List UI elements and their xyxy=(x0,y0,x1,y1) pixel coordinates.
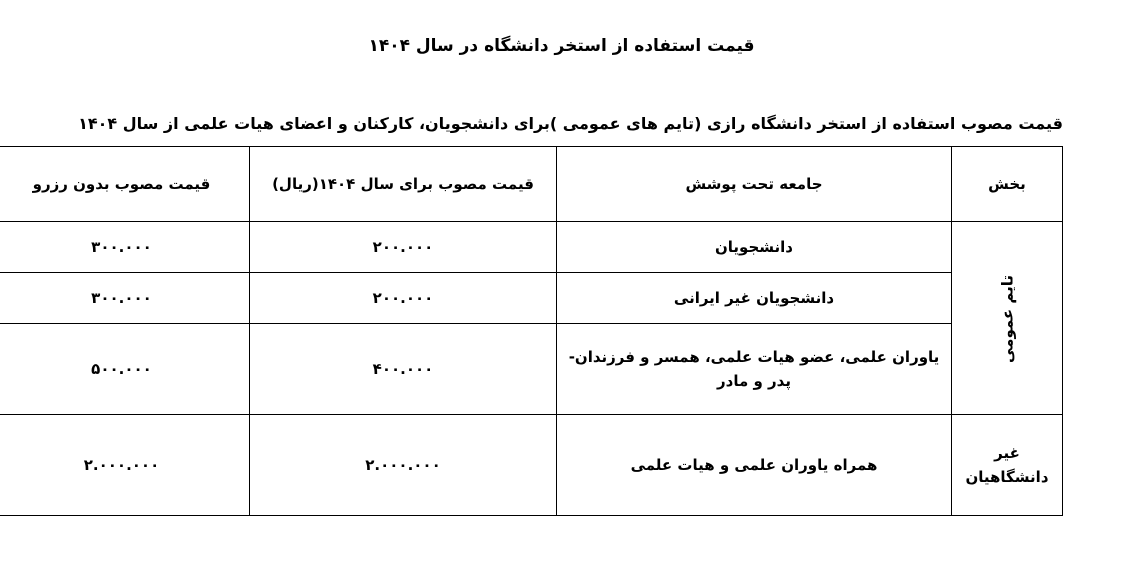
cell-price-year: ۴۰۰.۰۰۰ xyxy=(250,324,557,415)
cell-audience: دانشجویان غیر ایرانی xyxy=(557,273,952,324)
cell-price-no-reserve: ۳۰۰.۰۰۰ xyxy=(0,273,250,324)
cell-price-no-reserve: ۳۰۰.۰۰۰ xyxy=(0,222,250,273)
section-label-public-time: تایم عمومی xyxy=(952,222,1063,415)
cell-price-year: ۲.۰۰۰.۰۰۰ xyxy=(250,415,557,516)
column-header-price-no-reserve: قیمت مصوب بدون رزرو xyxy=(0,147,250,222)
table-row xyxy=(0,324,1063,415)
page-title: قیمت استفاده از استخر دانشگاه در سال ۱۴۰۴ xyxy=(368,36,755,56)
price-table xyxy=(0,146,1063,516)
cell-audience: دانشجویان xyxy=(557,222,952,273)
table-caption: قیمت مصوب استفاده از استخر دانشگاه رازی (تایم های عمومی )برای دانشجویان، کارکنان و اعضای هیات علمی از سال ۱۴۰۴ xyxy=(78,114,1063,133)
table-row xyxy=(0,222,1063,273)
cell-audience: همراه یاوران علمی و هیات علمی xyxy=(557,415,952,516)
column-header-price-year: قیمت مصوب برای سال ۱۴۰۴(ریال) xyxy=(250,147,557,222)
cell-price-no-reserve: ۵۰۰.۰۰۰ xyxy=(0,324,250,415)
table-header-row xyxy=(0,147,1063,222)
table-row xyxy=(0,415,1063,516)
cell-price-year: ۲۰۰.۰۰۰ xyxy=(250,273,557,324)
cell-price-year: ۲۰۰.۰۰۰ xyxy=(250,222,557,273)
cell-price-no-reserve: ۲.۰۰۰.۰۰۰ xyxy=(0,415,250,516)
section-label-non-academic: غیر دانشگاهیان xyxy=(952,415,1063,516)
table-row xyxy=(0,273,1063,324)
cell-audience: یاوران علمی، عضو هیات علمی، همسر و فرزندان- پدر و مادر xyxy=(557,324,952,415)
column-header-audience: جامعه تحت پوشش xyxy=(557,147,952,222)
column-header-section: بخش xyxy=(952,147,1063,222)
